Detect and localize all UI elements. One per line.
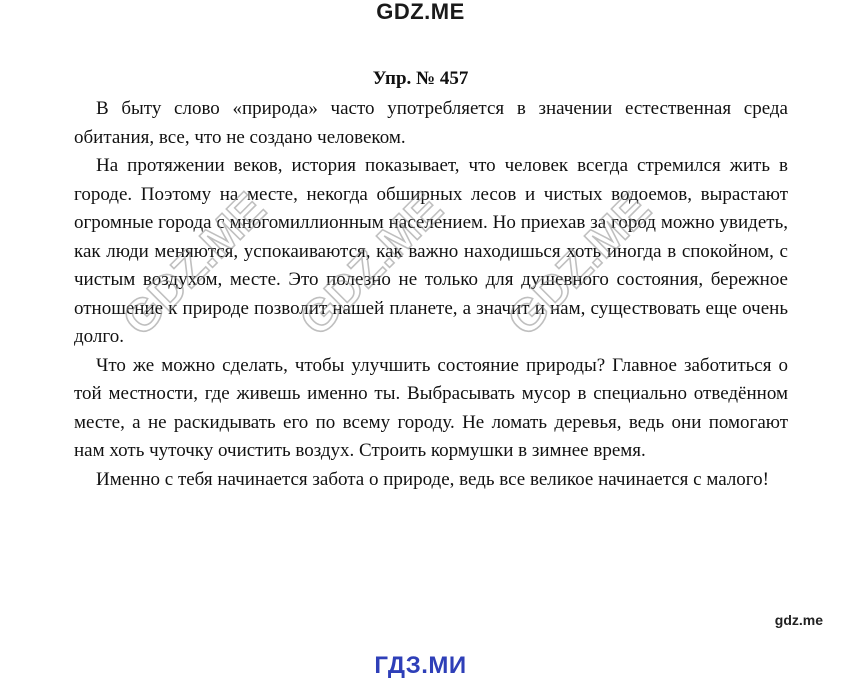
exercise-body [74,95,788,494]
paragraph-3: Что же можно сделать, чтобы улучшить состояние природы? Главное заботиться о той местности, где живешь именно ты. Выбрасывать мусор в специально отведённом месте, а не раскидывать его по всему городу. Не ломать деревья, ведь они помогают нам хоть чуточку очистить воздух. Строить кормушки в зимнее время. [74,354,788,461]
footer-site-link[interactable]: gdz.me [774,612,823,628]
svg-text:GDZ.ME: GDZ.ME [112,182,276,346]
paragraph-1: В быту слово «природа» часто употребляется в значении естественная среда обитания, все, что не создано человеком. [74,98,788,148]
site-header-logo: GDZ.ME [376,0,465,24]
paragraph-4: Именно с тебя начинается забота о природе, ведь все великое начинается с малого! [96,468,769,490]
svg-text:GDZ.ME: GDZ.ME [289,182,453,346]
paragraph-2: На протяжении веков, история показывает, что человек всегда стремился жить в городе. Поэтому на месте, некогда обширных лесов и чистых водоемов, вырастают огромные города с многомиллионным населением. Но приехав за город можно увидеть, как люди меняются, успокаиваются, как важно находишься хоть иногда в спокойном, с чистым воздухом, месте. Это полезно не только для душевного состояния, бережное отношение к природе позволит нашей планете, а значит и нам, существовать еще очень долго. [74,155,788,347]
svg-text:GDZ.ME: GDZ.ME [497,182,661,346]
exercise-title: Упр. № 457 [372,68,469,89]
footer-logo: ГДЗ.МИ [374,652,467,679]
